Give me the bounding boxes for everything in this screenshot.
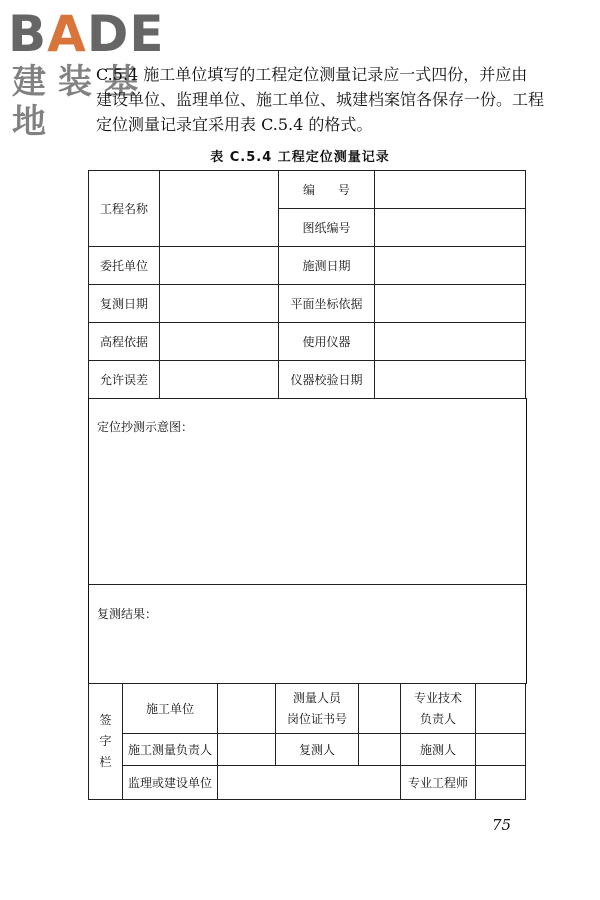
value-allowable-error[interactable] [160,361,279,399]
value-plane-coord-basis[interactable] [375,285,526,323]
paragraph-line: 定位测量记录宜采用表 C.5.4 的格式。 [96,115,373,134]
survey-info-table [88,170,526,399]
table-caption: 表 C.5.4 工程定位测量记录 [210,150,390,165]
label-project-name: 工程名称 [89,171,160,247]
signature-label-char: 栏 [99,755,112,769]
value-construction-unit[interactable] [218,684,276,734]
recheck-result-area[interactable] [88,585,527,684]
signature-label-char: 字 [99,734,112,748]
value-surveyor[interactable] [476,734,526,766]
label-survey-lead: 施工测量负责人 [123,734,218,766]
signature-table [88,683,526,800]
signature-label-char: 签 [99,713,112,727]
sketch-label: 定位抄测示意图： [97,420,194,434]
intro-paragraph [96,62,545,137]
label-drawing-number: 图纸编号 [279,209,375,247]
label-engineer: 专业工程师 [401,766,476,800]
label-supervision-unit: 监理或建设单位 [123,766,218,800]
value-supervision-unit[interactable] [218,766,401,800]
value-drawing-number[interactable] [375,209,526,247]
label-instrument: 使用仪器 [279,323,375,361]
value-project-name[interactable] [160,171,279,247]
label-calibration-date: 仪器校验日期 [279,361,375,399]
value-tech-lead[interactable] [476,684,526,734]
value-instrument[interactable] [375,323,526,361]
label-recheck-date: 复测日期 [89,285,160,323]
logo-top-text: BADE [8,5,165,63]
value-survey-lead[interactable] [218,734,276,766]
label-elevation-basis: 高程依据 [89,323,160,361]
label-rechecker: 复测人 [276,734,359,766]
label-tech-lead: 专业技术 负责人 [401,684,476,734]
value-recheck-date[interactable] [160,285,279,323]
logo-bottom-text: 建装基地 [12,62,150,142]
signature-section-label [89,684,123,800]
paragraph-line: 建设单位、监理单位、施工单位、城建档案馆各保存一份。工程 [96,90,545,109]
value-number[interactable] [375,171,526,209]
value-elevation-basis[interactable] [160,323,279,361]
label-allowable-error: 允许误差 [89,361,160,399]
label-surveyor: 施测人 [401,734,476,766]
sketch-area[interactable] [88,398,527,585]
paragraph-line: C.5.4 施工单位填写的工程定位测量记录应一式四份，并应由 [96,65,528,84]
value-client-unit[interactable] [160,247,279,285]
value-surveyor-cert[interactable] [359,684,401,734]
value-survey-date[interactable] [375,247,526,285]
label-surveyor-cert: 测量人员 岗位证书号 [276,684,359,734]
label-construction-unit: 施工单位 [123,684,218,734]
label-client-unit: 委托单位 [89,247,160,285]
label-survey-date: 施测日期 [279,247,375,285]
value-calibration-date[interactable] [375,361,526,399]
value-engineer[interactable] [476,766,526,800]
page-number: 75 [492,816,512,834]
label-number: 编 号 [279,171,375,209]
label-plane-coord-basis: 平面坐标依据 [279,285,375,323]
value-rechecker[interactable] [359,734,401,766]
recheck-result-label: 复测结果： [97,607,158,621]
